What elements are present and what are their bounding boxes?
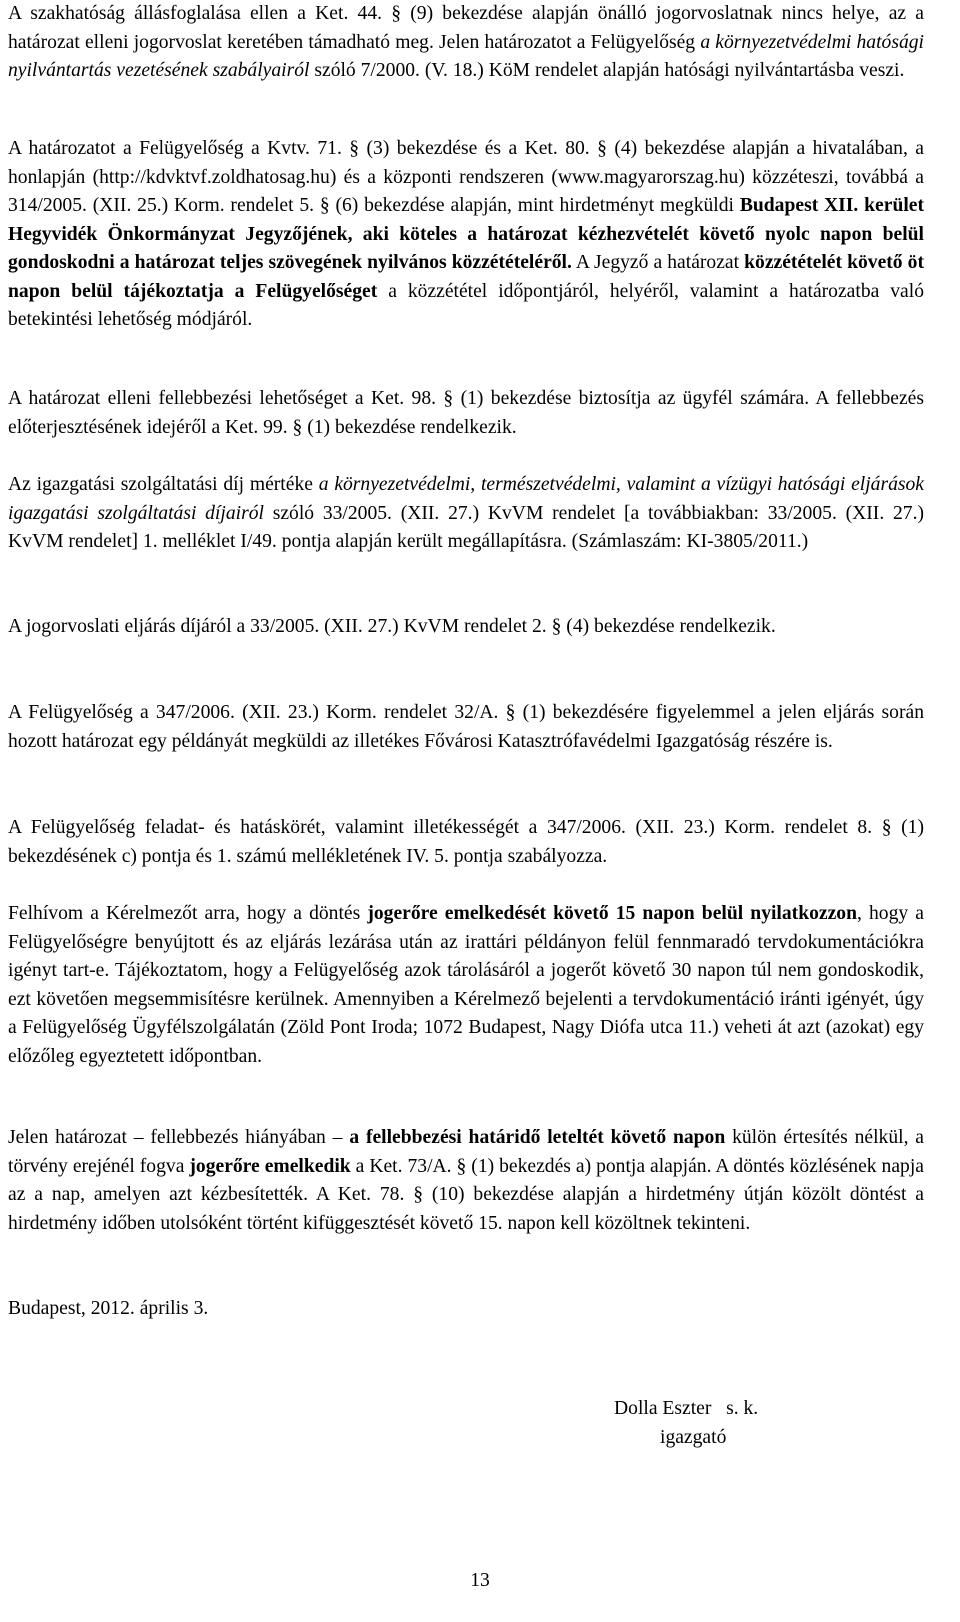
signatory-title: igazgató <box>660 1426 727 1448</box>
text-run: Jelen határozat – fellebbezés hiányában – <box>8 1127 350 1148</box>
paragraph-text <box>8 900 924 1071</box>
paragraph-text <box>8 385 924 442</box>
text-run: Felhívom a Kérelmezőt arra, hogy a döntés <box>8 903 368 924</box>
text-run: szóló 7/2000. (V. 18.) KöM rendelet alapján hatósági nyilvántartásba veszi. <box>309 60 905 81</box>
paragraph-remedy-fee <box>8 613 924 642</box>
text-run: szóló 33/2005. (XII. 27.) KvVM rendelet [a továbbiakban: 33/2005. (XII. 27.) KvVM rendelet] 1. melléklet I/49. pontja alapján került megállapításra. (Számlaszám: KI-3805/2011.) <box>8 502 924 552</box>
bold-text: a fellebbezési határidő leteltét követő napon <box>349 1127 726 1148</box>
bold-text: Budapest XII. kerület Hegyvidék Önkormányzat Jegyzőjének, aki köteles a határozat kézhezvételét követő nyolc napon belül gondoskodni a határozat teljes szövegének nyilvános közzétételéről. <box>8 195 925 273</box>
paragraph-text <box>8 814 924 871</box>
text-run: Az igazgatási szolgáltatási díj mértéke <box>8 474 319 495</box>
text-run: A Felügyelőség a 347/2006. (XII. 23.) Korm. rendelet 32/A. § (1) bekezdésére figyelemmel a jelen eljárás során hozott határozat egy példányát megküldi az illetékes Fővárosi Katasztrófavédelmi Igazgatóság részére is. <box>8 702 924 752</box>
paragraph-appeal-possibility <box>8 385 924 442</box>
page-number: 13 <box>470 1570 490 1591</box>
text-run: A jogorvoslati eljárás díjáról a 33/2005. (XII. 27.) KvVM rendelet 2. § (4) bekezdése rendelkezik. <box>8 616 776 637</box>
text-run: a Ket. 73/A. § (1) bekezdés a) pontja alapján. A döntés közlésének napja az a nap, amelyen azt kézbesítették. A Ket. 78. § (10) bekezdése alapján a hirdetmény útján közölt döntést a hirdetmény időben utolsóként történt kifüggesztését követő 15. napon kell közöltnek tekinteni. <box>8 1155 924 1234</box>
text-run: A Felügyelőség feladat- és hatáskörét, valamint illetékességét a 347/2006. (XII. 23.) Korm. rendelet 8. § (1) bekezdésének c) pontja és 1. számú mellékletének IV. 5. pontja szabályozza. <box>8 817 924 867</box>
paragraph-text <box>8 613 924 642</box>
bold-text: közzétételét követő öt napon belül tájékoztatja a Felügyelőséget <box>8 252 924 302</box>
paragraph-disaster-management <box>8 699 924 756</box>
paragraph-publication <box>8 135 924 335</box>
signature-block <box>614 1395 874 1452</box>
italic-text: a környezetvédelmi, természetvédelmi, valamint a vízügyi hatósági eljárások igazgatási szolgáltatási díjairól <box>8 474 925 524</box>
paragraph-text <box>8 471 924 557</box>
paragraph-service-fee <box>8 471 924 557</box>
paragraph-text <box>8 699 924 756</box>
text-run: külön értesítés nélkül, a törvény erejénél fogva <box>8 1127 924 1177</box>
paragraph-text <box>8 135 924 335</box>
bold-text: jogerőre emelkedését követő 15 napon belül nyilatkozzon <box>367 903 857 924</box>
paragraph-appeal-remedy <box>8 0 924 86</box>
text-run: a közzététel időpontjáról, helyéről, valamint a határozatba való betekintési lehetőség módjáról. <box>8 280 924 330</box>
text-run: A határozatot a Felügyelőség a Kvtv. 71. § (3) bekezdése és a Ket. 80. § (4) bekezdése alapján a hivatalában, a honlapján (http://kdvktvf.zoldhatosag.hu) és a központi rendszeren (www.magyarorszag.hu) közzéteszi, továbbá a 314/2005. (XII. 25.) Korm. rendelet 5. § (6) bekezdése alapján, mint hirdetményt megküldi <box>8 138 924 216</box>
italic-text: a környezetvédelmi hatósági nyilvántartás vezetésének szabályairól <box>8 31 924 81</box>
text-run: , hogy a Felügyelőségre benyújtott és az eljárás lezárása után az irattári példányon felül fennmaradó tervdokumentációkra igényt tart-e. Tájékoztatom, hogy a Felügyelőség azok tárolásáról a jogerőt követő 30 napon túl nem gondoskodik, ezt követően megsemmisítésre kerülnek. Amennyiben a Kérelmező bejelenti a tervdokumentáció iránti igényét, úgy a Felügyelőség Ügyfélszolgálatán (Zöld Pont Iroda; 1072 Budapest, Nagy Diófa utca 11.) veheti át azt (azokat) egy előzőleg egyeztetett időpontban. <box>8 903 924 1067</box>
text-run: A Jegyző a határozat <box>571 252 745 273</box>
text-run: A szakhatóság állásfoglalása ellen a Ket. 44. § (9) bekezdése alapján önálló jogorvoslatnak nincs helye, az a határozat elleni jogorvoslat keretében támadható meg. Jelen határozatot a Felügyelőség <box>8 3 924 53</box>
place-and-date: Budapest, 2012. április 3. <box>8 1298 209 1319</box>
paragraph-text <box>8 1124 924 1238</box>
paragraph-text <box>8 0 924 86</box>
text-run: A határozat elleni fellebbezési lehetőséget a Ket. 98. § (1) bekezdése biztosítja az ügyfél számára. A fellebbezés előterjesztésének idejéről a Ket. 99. § (1) bekezdése rendelkezik. <box>8 388 924 438</box>
bold-text: jogerőre emelkedik <box>189 1155 351 1177</box>
signatory-name: Dolla Eszter s. k. <box>614 1398 759 1419</box>
paragraph-finality <box>8 1124 924 1238</box>
paragraph-competence <box>8 814 924 871</box>
paragraph-documentation-notice <box>8 900 924 1071</box>
